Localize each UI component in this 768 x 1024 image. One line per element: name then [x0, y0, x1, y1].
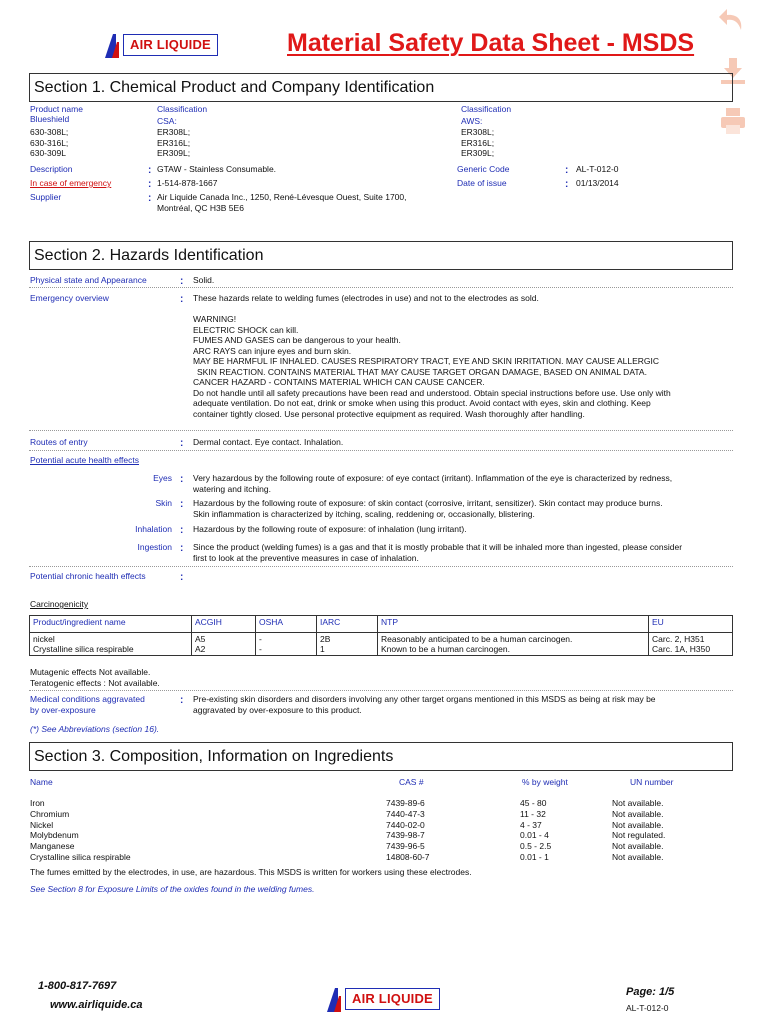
table-cell — [649, 633, 733, 656]
fumes-note: The fumes emitted by the electrodes, in use, are hazardous. This MSDS is written for workers using these electrodes. — [30, 867, 472, 877]
cell-line: - — [259, 634, 262, 644]
inhalation-label: Inhalation — [135, 524, 172, 534]
supplier-line: Montréal, QC H3B 5E6 — [157, 202, 244, 213]
divider — [29, 430, 733, 431]
divider — [29, 690, 733, 691]
product-list — [30, 127, 68, 159]
csa-list — [157, 127, 190, 159]
effect-line: Hazardous by the following route of exposure: of skin contact (corrosive, irritant, sensitizer). Skin contact may produce burns. — [193, 498, 663, 508]
warning-line: MAY BE HARMFUL IF INHALED. CAUSES RESPIRATORY TRACT, EYE AND SKIN IRRITATION. MAY CAUSE ALLERGIC — [193, 356, 660, 366]
page-number: Page: 1/5 — [626, 986, 675, 998]
ingestion-label: Ingestion — [137, 542, 172, 552]
effect-line: first to look at the preventive measures in case of inhalation. — [193, 552, 419, 563]
csa-item: ER309L; — [157, 148, 191, 159]
physical-state-label: Physical state and Appearance — [30, 275, 147, 285]
section-3-heading: Section 3. Composition, Information on Ingredients — [29, 742, 733, 771]
table-header-row — [30, 616, 733, 633]
cas-number: 7440-47-3 — [386, 808, 425, 819]
footer-website[interactable]: www.airliquide.ca — [50, 999, 143, 1011]
warning-line: ELECTRIC SHOCK can kill. — [193, 324, 299, 335]
skin-label: Skin — [155, 498, 172, 508]
cell-line: Carc. 2, H351 — [652, 634, 705, 644]
warning-line: CANCER HAZARD - CONTAINS MATERIAL WHICH CAN CAUSE CANCER. — [193, 377, 485, 387]
aws-item: ER309L; — [461, 148, 495, 159]
divider — [29, 566, 733, 567]
cell-line: Carc. 1A, H350 — [652, 644, 711, 654]
cell-line: 1 — [320, 644, 325, 654]
classification-label: Classification — [157, 104, 208, 114]
footer-logo — [325, 986, 440, 1012]
product-item: 630-316L; — [30, 137, 69, 148]
colon: : — [180, 276, 184, 287]
emergency-overview-value: These hazards relate to welding fumes (electrodes in use) and not to the electrodes as sold. — [193, 293, 539, 303]
product-item: 630-309L — [30, 148, 66, 159]
value-line: aggravated by over-exposure to this product. — [193, 704, 362, 715]
ingredient-weights — [520, 798, 551, 863]
product-item: 630-308L; — [30, 127, 69, 137]
cas-number: 7440-02-0 — [386, 819, 425, 830]
logo-text: AIR LIQUIDE — [123, 34, 218, 56]
effect-line: watering and itching. — [193, 483, 271, 494]
emergency-label: In case of emergency — [30, 178, 112, 188]
warning-line: ARC RAYS can injure eyes and burn skin. — [193, 345, 352, 356]
label-line: Medical conditions aggravated — [30, 694, 145, 704]
un-number: Not available. — [612, 851, 664, 862]
un-number: Not available. — [612, 841, 664, 852]
table-row — [30, 633, 733, 656]
ingredient-name: Iron — [30, 798, 45, 808]
col-header: IARC — [317, 616, 378, 633]
see-section-8-note: See Section 8 for Exposure Limits of the oxides found in the welding fumes. — [30, 884, 315, 894]
section-1-heading: Section 1. Chemical Product and Company Identification — [29, 73, 733, 102]
divider — [29, 450, 733, 451]
col-header: EU — [649, 616, 733, 633]
table-cell — [30, 633, 192, 656]
page-title: Material Safety Data Sheet - MSDS — [287, 29, 695, 57]
cas-number: 7439-96-5 — [386, 841, 425, 852]
routes-of-entry-value: Dermal contact. Eye contact. Inhalation. — [193, 437, 344, 447]
warning-line: adequate ventilation. Do not eat, drink or smoke when using this product. Avoid contact with eyes, skin and clothing. Keep — [193, 398, 651, 408]
colon: : — [565, 179, 569, 190]
cell-line: A5 — [195, 634, 206, 644]
cas-number: 14808-60-7 — [386, 851, 430, 862]
cas-number: 7439-89-6 — [386, 798, 425, 808]
acute-effects-label: Potential acute health effects — [30, 455, 140, 465]
emergency-phone: 1-514-878-1667 — [157, 178, 218, 188]
csa-item: ER316L; — [157, 137, 191, 148]
cell-line: - — [259, 644, 262, 654]
ingredient-name: Crystalline silica respirable — [30, 851, 131, 862]
colon: : — [148, 165, 152, 176]
colon: : — [180, 499, 184, 510]
teratogenic-effects: Teratogenic effects : Not available. — [30, 678, 160, 688]
air-liquide-logo — [103, 32, 218, 58]
warning-line: WARNING! — [193, 314, 237, 324]
print-icon[interactable] — [719, 106, 747, 136]
col-header: ACGIH — [192, 616, 256, 633]
ingredient-name: Manganese — [30, 841, 75, 852]
effect-line: Very hazardous by the following route of exposure: of eye contact (irritant). Inflammation of the eye is characterized by redness, — [193, 473, 673, 483]
csa-label: CSA: — [157, 116, 177, 126]
colon: : — [180, 695, 184, 706]
undo-icon[interactable] — [717, 6, 747, 34]
cell-line: Reasonably anticipated to be a human carcinogen. — [381, 634, 573, 644]
eyes-label: Eyes — [153, 473, 172, 483]
cell-line: A2 — [195, 644, 206, 654]
effect-line: Since the product (welding fumes) is a gas and that it is mostly probable that it will be inhaled more than ingested, please consider — [193, 542, 683, 552]
un-number: Not available. — [612, 808, 664, 819]
cell-line: Known to be a human carcinogen. — [381, 644, 511, 654]
effect-line: Skin inflammation is characterized by itching, scaling, reddening or, occasionally, blistering. — [193, 508, 535, 519]
weight-range: 45 - 80 — [520, 798, 547, 808]
emergency-overview-label: Emergency overview — [30, 293, 109, 303]
aws-label: AWS: — [461, 116, 483, 126]
divider — [29, 287, 733, 288]
colon: : — [180, 543, 184, 554]
date-value: 01/13/2014 — [576, 178, 619, 188]
medical-conditions-value — [193, 694, 656, 715]
abbreviations-note: (*) See Abbreviations (section 16). — [30, 724, 160, 734]
table-cell — [192, 633, 256, 656]
col-cas-header: CAS # — [399, 777, 424, 787]
ingredient-cas — [386, 798, 429, 863]
table-cell — [317, 633, 378, 656]
product-name-label: Product name — [30, 104, 83, 114]
colon: : — [565, 165, 569, 176]
warning-line: Do not handle until all safety precautions have been read and understood. Obtain special instructions before use. Use only with — [193, 387, 671, 398]
cell-line: Crystalline silica respirable — [33, 644, 134, 654]
footer-doc-code: AL-T-012-0 — [626, 1003, 669, 1013]
warning-line: FUMES AND GASES can be dangerous to your health. — [193, 335, 401, 345]
weight-range: 0.01 - 1 — [520, 851, 549, 862]
colon: : — [180, 474, 184, 485]
classification-aws-label: Classification — [461, 104, 512, 114]
physical-state-value: Solid. — [193, 275, 215, 285]
medical-conditions-label — [30, 694, 145, 715]
air-liquide-mark-icon — [325, 986, 345, 1012]
ingestion-effects — [193, 542, 682, 563]
colon: : — [148, 179, 152, 190]
skin-effects — [193, 498, 663, 519]
col-name-header: Name — [30, 777, 53, 787]
supplier-address — [157, 192, 407, 213]
ingredient-un-numbers — [612, 798, 665, 863]
air-liquide-mark-icon — [103, 32, 123, 58]
value-line: Pre-existing skin disorders and disorders involving any other target organs mentioned in this MSDS as being at risk may be — [193, 694, 656, 704]
weight-range: 0.5 - 2.5 — [520, 841, 552, 852]
routes-of-entry-label: Routes of entry — [30, 437, 88, 447]
product-name-value: Blueshield — [30, 114, 70, 124]
colon: : — [148, 193, 152, 204]
colon: : — [180, 572, 184, 583]
colon: : — [180, 525, 184, 536]
aws-list — [461, 127, 494, 159]
generic-code-label: Generic Code — [457, 164, 510, 174]
chronic-effects-label: Potential chronic health effects — [30, 571, 146, 581]
ingredient-names — [30, 798, 131, 863]
ingredient-name: Nickel — [30, 819, 54, 830]
weight-range: 11 - 32 — [520, 808, 546, 819]
colon: : — [180, 438, 184, 449]
col-header: NTP — [378, 616, 649, 633]
weight-range: 0.01 - 4 — [520, 830, 549, 841]
warning-line: container tightly closed. Use personal protective equipment as required. Wash thoroughly after handling. — [193, 408, 585, 419]
description-label: Description — [30, 164, 73, 174]
cell-line: nickel — [33, 634, 55, 644]
col-header: Product/ingredient name — [30, 616, 192, 633]
aws-item: ER316L; — [461, 137, 495, 148]
warning-block — [193, 314, 671, 419]
label-line: by over-exposure — [30, 704, 96, 715]
ingredient-name: Molybdenum — [30, 830, 79, 841]
un-number: Not available. — [612, 819, 664, 830]
inhalation-effects: Hazardous by the following route of exposure: of inhalation (lung irritant). — [193, 524, 467, 534]
carcinogenicity-label: Carcinogenicity — [30, 599, 89, 609]
section-2-heading: Section 2. Hazards Identification — [29, 241, 733, 270]
weight-range: 4 - 37 — [520, 819, 542, 830]
table-cell — [378, 633, 649, 656]
csa-item: ER308L; — [157, 127, 191, 137]
description-value: GTAW - Stainless Consumable. — [157, 164, 277, 174]
ingredient-name: Chromium — [30, 808, 70, 819]
mutagenic-effects: Mutagenic effects Not available. — [30, 667, 151, 677]
carcinogenicity-table — [29, 615, 733, 656]
un-number: Not available. — [612, 798, 664, 808]
supplier-label: Supplier — [30, 192, 62, 202]
col-header: OSHA — [256, 616, 317, 633]
generic-code-value: AL-T-012-0 — [576, 164, 619, 174]
col-weight-header: % by weight — [522, 777, 568, 787]
un-number: Not regulated. — [612, 830, 666, 841]
eyes-effects — [193, 473, 672, 494]
footer-phone: 1-800-817-7697 — [38, 980, 117, 992]
aws-item: ER308L; — [461, 127, 495, 137]
colon: : — [180, 294, 184, 305]
cas-number: 7439-98-7 — [386, 830, 425, 841]
table-cell — [256, 633, 317, 656]
date-label: Date of issue — [457, 178, 507, 188]
supplier-line: Air Liquide Canada Inc., 1250, René-Lévesque Ouest, Suite 1700, — [157, 192, 407, 202]
col-un-header: UN number — [630, 777, 674, 787]
warning-line: SKIN REACTION. CONTAINS MATERIAL THAT MAY CAUSE TARGET ORGAN DAMAGE, BASED ON ANIMAL DATA. — [197, 366, 647, 377]
cell-line: 2B — [320, 634, 331, 644]
footer-logo-text: AIR LIQUIDE — [345, 988, 440, 1010]
